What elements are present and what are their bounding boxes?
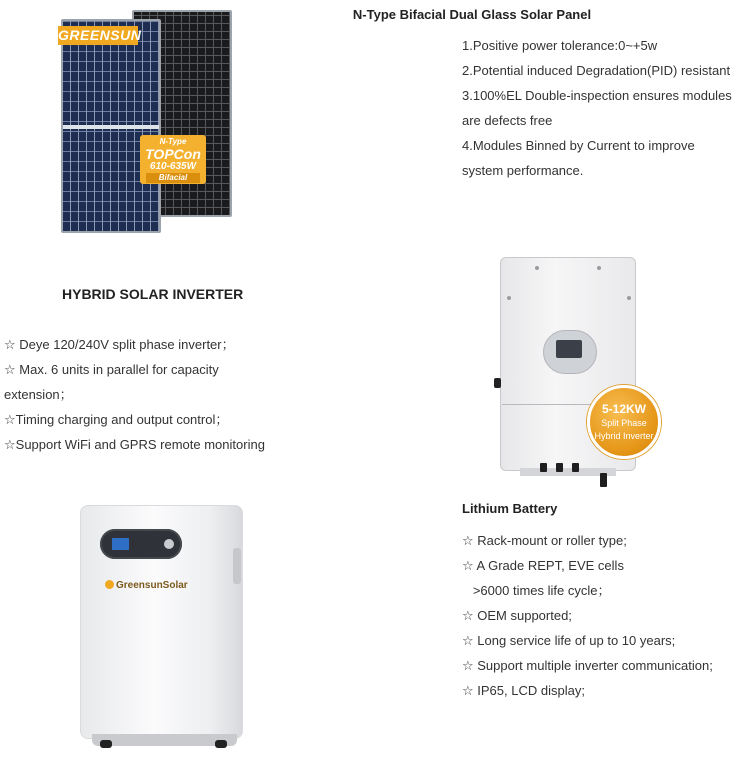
battery-feature-list: [462, 528, 713, 703]
seal-type: Split Phase: [601, 418, 647, 428]
battery-section-title: Lithium Battery: [462, 501, 558, 516]
list-item: 3.100%EL Double-inspection ensures modules: [462, 88, 732, 103]
badge-power: 610-635W: [149, 161, 197, 172]
power-button-icon: [164, 539, 174, 549]
inverter-section-title: HYBRID SOLAR INVERTER: [62, 286, 244, 302]
list-item: 4.Modules Binned by Current to improve: [462, 138, 695, 153]
badge-type: N-Type: [159, 137, 187, 146]
connector-icon: [540, 463, 547, 472]
list-item: ☆ Rack-mount or roller type;: [462, 533, 627, 548]
capacity-seal: [587, 385, 661, 459]
badge-tech: TOPCon: [145, 146, 201, 162]
list-item: ☆ Deye 120/240V split phase inverter；: [4, 337, 235, 352]
list-item: 1.Positive power tolerance:0~+5w: [462, 38, 658, 53]
badge-bifacial: Bifacial: [146, 173, 200, 183]
topcon-badge: [140, 135, 206, 184]
logo-text: GreensunSolar: [116, 580, 188, 591]
inverter-lcd: [556, 340, 582, 358]
inverter-side-switch: [494, 378, 501, 388]
seal-power: 5-12KW: [601, 402, 646, 416]
list-item: ☆ A Grade REPT, EVE cells: [462, 558, 624, 573]
inverter-feature-list: [4, 332, 265, 457]
screw-icon: [597, 266, 601, 270]
list-item: system performance.: [462, 163, 584, 178]
list-item: ☆ OEM supported;: [462, 608, 572, 623]
connector-icon: [572, 463, 579, 472]
battery-lcd: [112, 538, 129, 550]
list-item: >6000 times life cycle；: [462, 583, 611, 598]
panel-front-side: [61, 19, 161, 233]
list-item: 2.Potential induced Degradation(PID) resistant: [462, 63, 731, 78]
screw-icon: [535, 266, 539, 270]
wheel-icon: [100, 740, 112, 748]
logo-icon: [105, 580, 114, 589]
list-item: ☆ IP65, LCD display;: [462, 683, 585, 698]
panel-section-title: N-Type Bifacial Dual Glass Solar Panel: [352, 7, 592, 22]
list-item: are defects free: [462, 113, 553, 128]
list-item: ☆ Support multiple inverter communication;: [462, 658, 713, 673]
connector-icon: [600, 473, 607, 487]
list-item: ☆ Max. 6 units in parallel for capacity: [4, 362, 219, 377]
connector-icon: [556, 463, 563, 472]
battery-brand-logo: [105, 580, 188, 591]
wheel-icon: [215, 740, 227, 748]
list-item: extension；: [4, 387, 73, 402]
screw-icon: [507, 296, 511, 300]
panel-feature-list: [462, 33, 732, 183]
list-item: ☆Timing charging and output control；: [4, 412, 229, 427]
battery-handle: [233, 548, 241, 584]
seal-product: Hybrid Inverter: [594, 431, 654, 441]
list-item: ☆Support WiFi and GPRS remote monitoring: [4, 437, 265, 452]
screw-icon: [627, 296, 631, 300]
greensun-brand-label: GREENSUN: [58, 27, 142, 43]
list-item: ☆ Long service life of up to 10 years;: [462, 633, 676, 648]
